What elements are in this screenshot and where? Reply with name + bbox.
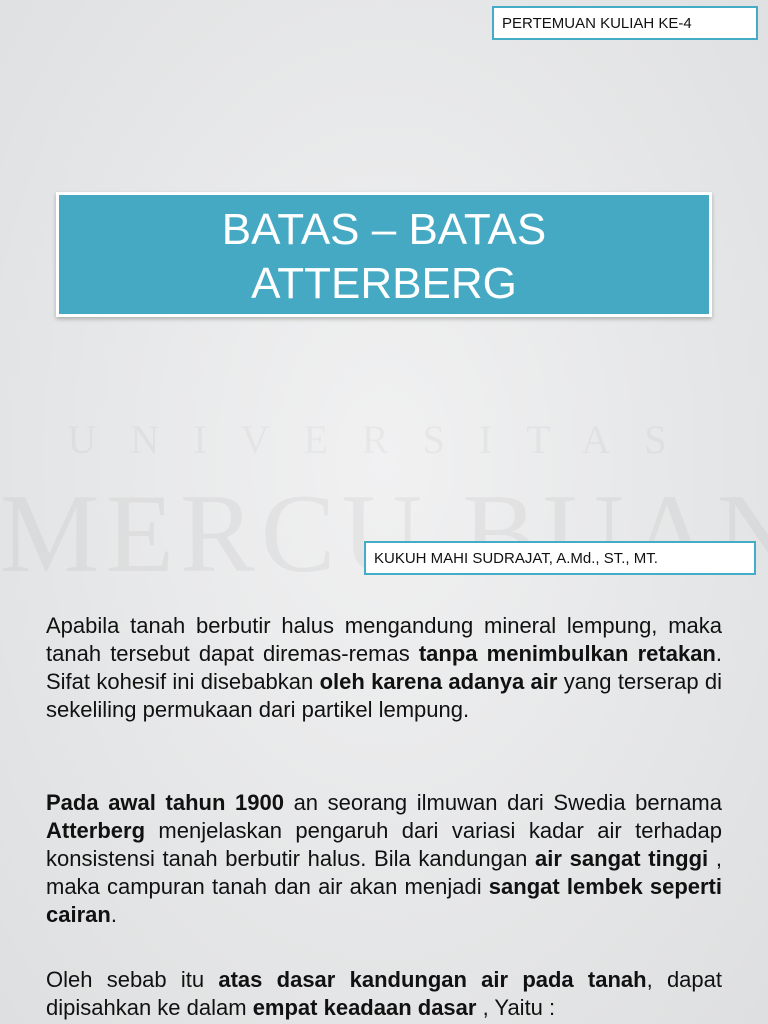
text-run: yang terserap di sekeliling permukaan dari partikel lempung. (46, 669, 723, 722)
text-run: Apabila tanah berbutir halus mengandung mineral lempung, maka tanah tersebut dapat diremas-remas (46, 613, 722, 666)
author-name: KUKUH MAHI SUDRAJAT, A.Md., ST., MT. (374, 550, 658, 567)
watermark-logo-text (0, 470, 768, 599)
text-run: menjelaskan pengaruh dari variasi kadar air terhadap konsistensi tanah berbutir halus. Bila kandungan (46, 818, 722, 871)
text-run: . Sifat kohesif ini disebabkan (46, 641, 722, 694)
text-run: . (110, 902, 117, 927)
title-box (56, 192, 712, 317)
bold-text-run: tanpa menimbulkan retakan (418, 641, 716, 666)
text-run: Oleh sebab itu (46, 967, 219, 992)
bold-text-run: empat keadaan dasar (252, 995, 477, 1020)
paragraph-3 (46, 966, 722, 1022)
meeting-label-box (492, 6, 758, 40)
bold-text-run: Pada awal tahun 1900 (46, 790, 284, 815)
bold-text-run: sangat lembek seperti cairan (46, 874, 722, 927)
text-run: , dapat dipisahkan ke dalam (46, 967, 723, 1020)
bold-text-run: air sangat tinggi (535, 846, 709, 871)
title-line-1: BATAS – BATAS (221, 205, 547, 254)
bold-text-run: Atterberg (46, 818, 146, 843)
meeting-label: PERTEMUAN KULIAH KE-4 (502, 15, 692, 32)
bold-text-run: oleh karena adanya air (319, 669, 558, 694)
paragraph-1 (46, 612, 722, 724)
text-run: , maka campuran tanah dan air akan menjadi (46, 846, 722, 899)
text-run: , Yaitu : (476, 995, 556, 1020)
title-line-2: ATTERBERG (251, 259, 517, 308)
bold-text-run: atas dasar kandungan air pada tanah (218, 967, 647, 992)
watermark-university-text (0, 416, 768, 463)
paragraph-2 (46, 789, 722, 929)
text-run: an seorang ilmuwan dari Swedia bernama (283, 790, 722, 815)
author-box (364, 541, 756, 575)
